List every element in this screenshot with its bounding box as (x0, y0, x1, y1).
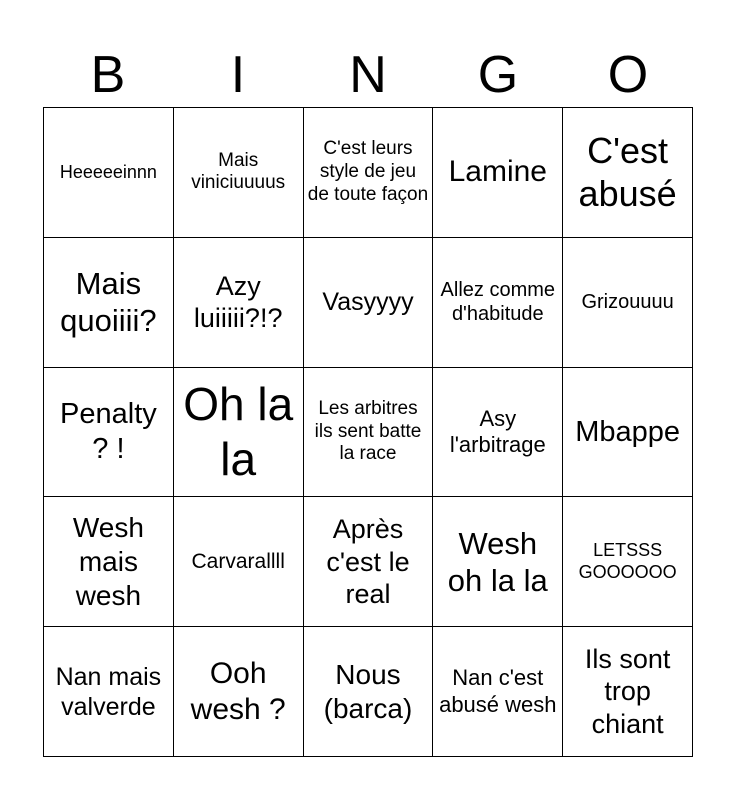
header-letter-o: O (607, 46, 649, 104)
header-letter-i: I (230, 46, 246, 104)
header-letter-n: N (349, 46, 387, 104)
bingo-cell[interactable]: Lamine (433, 108, 563, 238)
bingo-grid (43, 107, 693, 757)
bingo-cell[interactable]: Mais quoiiii? (44, 238, 174, 368)
bingo-cell[interactable]: Nan c'est abusé wesh (433, 627, 563, 757)
bingo-cell[interactable]: Après c'est le real (304, 497, 434, 627)
bingo-cell[interactable]: C'est leurs style de jeu de toute façon (304, 108, 434, 238)
bingo-cell[interactable]: Penalty ? ! (44, 368, 174, 498)
bingo-cell[interactable]: Vasyyyy (304, 238, 434, 368)
bingo-cell[interactable]: Grizouuuu (563, 238, 693, 368)
bingo-cell[interactable]: Wesh mais wesh (44, 497, 174, 627)
bingo-cell[interactable]: Wesh oh la la (433, 497, 563, 627)
bingo-cell[interactable]: Mbappe (563, 368, 693, 498)
bingo-cell[interactable]: Allez comme d'habitude (433, 238, 563, 368)
bingo-cell[interactable]: Carvarallll (174, 497, 304, 627)
bingo-cell[interactable]: LETSSS GOOOOOO (563, 497, 693, 627)
bingo-cell[interactable]: Ils sont trop chiant (563, 627, 693, 757)
bingo-cell[interactable]: Nous (barca) (304, 627, 434, 757)
bingo-header (43, 44, 693, 106)
bingo-cell[interactable]: Mais viniciuuuus (174, 108, 304, 238)
bingo-cell[interactable]: Ooh wesh ? (174, 627, 304, 757)
bingo-cell[interactable]: Oh la la (174, 368, 304, 498)
bingo-cell[interactable]: Les arbitres ils sent batte la race (304, 368, 434, 498)
bingo-cell[interactable]: Asy l'arbitrage (433, 368, 563, 498)
bingo-cell[interactable]: Azy luiiiii?!? (174, 238, 304, 368)
bingo-cell[interactable]: C'est abusé (563, 108, 693, 238)
bingo-cell[interactable]: Heeeeeinnn (44, 108, 174, 238)
header-letter-b: B (90, 46, 126, 104)
bingo-cell[interactable]: Nan mais valverde (44, 627, 174, 757)
header-letter-g: G (477, 46, 519, 104)
